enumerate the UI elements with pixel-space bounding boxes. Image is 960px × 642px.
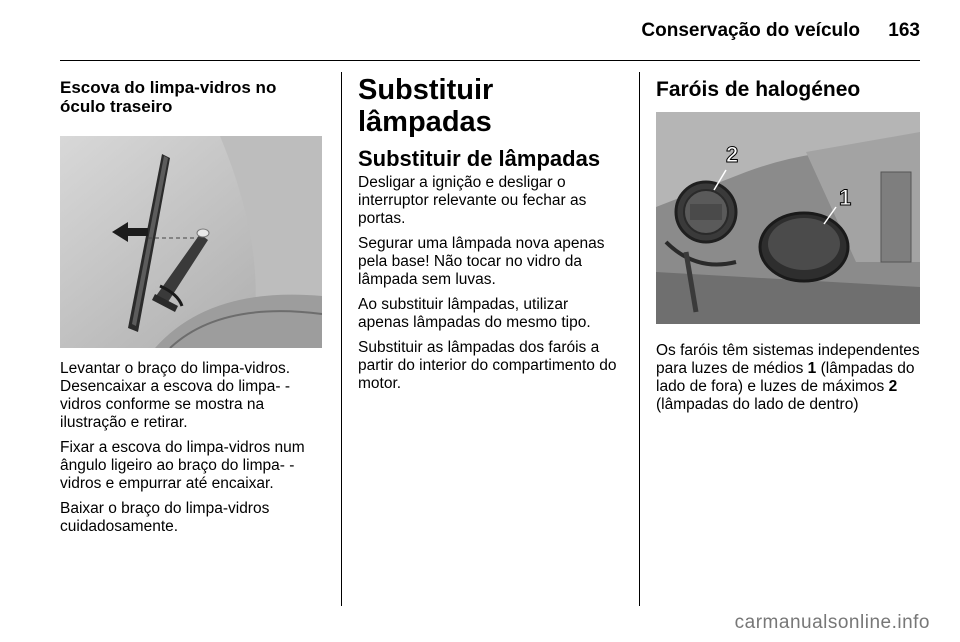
page-number: 163 [888, 20, 920, 41]
bulbs-paragraph-4: Substituir as lâmpadas dos faróis a partir do interior do compartimento do motor. [358, 339, 617, 392]
halogen-text-end: (lâmpadas do lado de dentro) [656, 396, 859, 413]
halogen-ref-1: 1 [807, 360, 817, 377]
halogen-text-intro: Os faróis têm sistemas independentes para luzes de médios [656, 342, 920, 377]
column-divider-right [639, 72, 640, 606]
wiper-paragraph-2: Fixar a escova do limpa-vidros num ângulo ligeiro ao braço do limpa- -vidros e empurrar até encaixar. [60, 439, 305, 492]
wiper-paragraph-1: Levantar o braço do limpa-vidros. Desencaixar a escova do limpa- -vidros conforme se mostra na ilustração e retirar. [60, 360, 291, 431]
wiper-heading: Escova do limpa-vidros no óculo traseiro [60, 78, 277, 116]
headlamp-illustration [656, 112, 920, 324]
wiper-illustration [60, 136, 322, 348]
watermark: carmanualsonline.info [734, 612, 930, 633]
column-halogen [656, 74, 922, 421]
running-header-title: Conservação do veículo [641, 20, 860, 41]
column-bulbs [358, 74, 622, 400]
header-rule [60, 60, 920, 61]
column-wiper [60, 74, 326, 543]
bulbs-paragraph-3: Ao substituir lâmpadas, utilizar apenas lâmpadas do mesmo tipo. [358, 296, 591, 331]
column-divider-left [341, 72, 342, 606]
halogen-paragraph [656, 342, 922, 414]
halogen-text-mid: (lâmpadas do lado de fora) e luzes de máximos [656, 360, 915, 395]
callout-1: 1 [839, 185, 852, 210]
halogen-ref-2: 2 [888, 378, 898, 395]
bulbs-subheading: Substituir de lâmpadas [358, 146, 601, 171]
callout-2: 2 [726, 142, 739, 167]
wiper-paragraph-3: Baixar o braço do limpa-vidros cuidadosamente. [60, 500, 270, 535]
bulbs-main-heading: Substituir lâmpadas [358, 74, 494, 138]
bulbs-paragraph-2: Segurar uma lâmpada nova apenas pela base! Não tocar no vidro da lâmpada sem luvas. [358, 235, 605, 288]
halogen-heading: Faróis de halogéneo [656, 78, 861, 101]
bulbs-paragraph-1: Desligar a ignição e desligar o interruptor relevante ou fechar as portas. [358, 174, 587, 227]
